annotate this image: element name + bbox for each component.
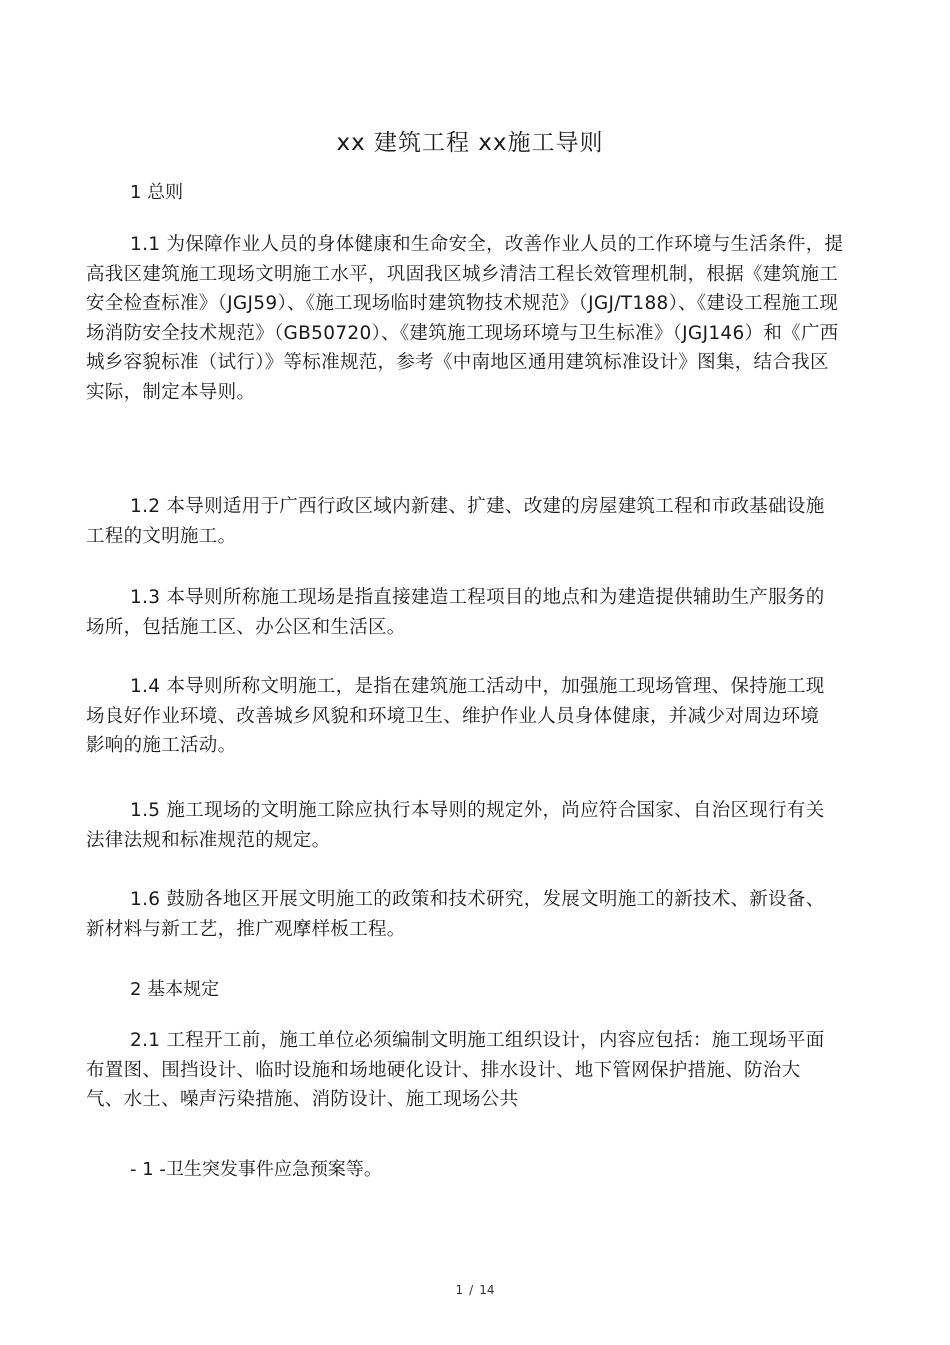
section-heading-basic-rules: 2 基本规定 (130, 979, 220, 1000)
page-footer-text: - 1 -卫生突发事件应急预案等。 (130, 1159, 382, 1180)
document-title: xx 建筑工程 xx施工导则 (336, 130, 604, 156)
paragraph-1-4: 1.4 本导则所称文明施工，是指在建筑施工活动中，加强施工现场管理、保持施工现场良好作业环境、改善城乡风貌和环境卫生、维护作业人员身体健康，并减少对周边环境影响的施工活动。 (86, 676, 825, 756)
section-heading-general: 1 总则 (130, 182, 184, 203)
paragraph-1-1: 1.1 为保障作业人员的身体健康和生命安全，改善作业人员的工作环境与生活条件，提高我区建筑施工现场文明施工水平，巩固我区城乡清洁工程长效管理机制，根据《建筑施工安全检查标准》（JGJ59）、《施工现场临时建筑物技术规范》（JGJ/T188）、《建设工程施工现场消防安全技术规范》（GB50720）、《建筑施工现场环境与卫生标准》（JGJ146）和《广西城乡容貌标准（试行）》等标准规范，参考《中南地区通用建筑标准设计》图集，结合我区实际，制定本导则。 (86, 234, 844, 403)
paragraph-2-1: 2.1 工程开工前，施工单位必须编制文明施工组织设计，内容应包括：施工现场平面布置图、围挡设计、临时设施和场地硬化设计、排水设计、地下管网保护措施、防治大气、水土、噪声污染措施、消防设计、施工现场公共 (86, 1030, 825, 1110)
paragraph-1-5: 1.5 施工现场的文明施工除应执行本导则的规定外，尚应符合国家、自治区现行有关法律法规和标准规范的规定。 (86, 800, 825, 851)
current-page-number: 1 (455, 1283, 464, 1297)
total-page-count: 14 (479, 1283, 495, 1297)
page-indicator (0, 1283, 950, 1297)
paragraph-1-2: 1.2 本导则适用于广西行政区域内新建、扩建、改建的房屋建筑工程和市政基础设施工程的文明施工。 (86, 496, 825, 547)
paragraph-1-3: 1.3 本导则所称施工现场是指直接建造工程项目的地点和为建造提供辅助生产服务的场所，包括施工区、办公区和生活区。 (86, 587, 825, 638)
page-separator: / (469, 1283, 474, 1297)
paragraph-1-6: 1.6 鼓励各地区开展文明施工的政策和技术研究，发展文明施工的新技术、新设备、新材料与新工艺，推广观摩样板工程。 (86, 889, 825, 940)
